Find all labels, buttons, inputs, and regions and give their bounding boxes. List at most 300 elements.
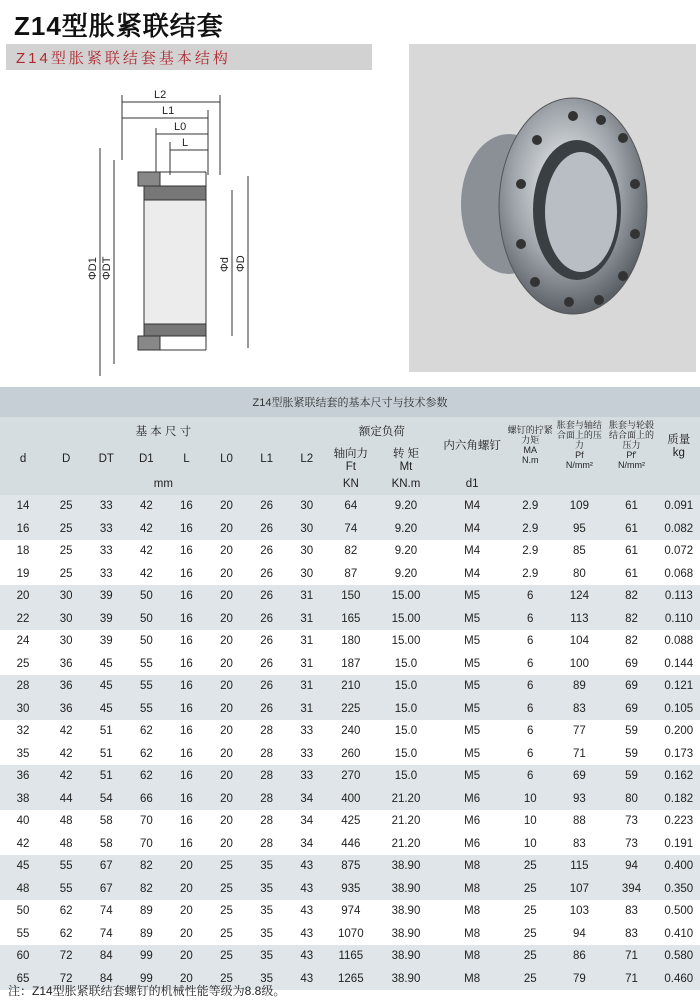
table-cell: 69 [553,765,605,788]
table-cell: 20 [166,878,206,901]
table-row [0,945,700,968]
table-cell: 0.088 [658,630,700,653]
table-row [0,878,700,901]
table-row [0,495,700,518]
table-cell: 55 [126,653,166,676]
table-cell: 42 [126,495,166,518]
table-cell: M8 [437,855,507,878]
table-cell: 42 [0,833,46,856]
table-cell: M5 [437,585,507,608]
table-cell: 25 [46,540,86,563]
table-cell: 16 [166,495,206,518]
table-cell: 10 [507,810,553,833]
table-cell: 25 [46,518,86,541]
col-pf: 胀套与轴结合面上的压力 Pf N/mm² [553,417,605,473]
unit-mm: mm [0,473,327,495]
table-cell: 38.90 [375,968,437,991]
table-cell: M5 [437,630,507,653]
table-cell: 0.223 [658,810,700,833]
table-cell: 20 [166,945,206,968]
table-cell: 89 [553,675,605,698]
table-cell: 43 [287,968,327,991]
table-cell: 14 [0,495,46,518]
col-d1: D1 [126,445,166,473]
table-cell: 20 [206,675,246,698]
table-cell: 73 [605,810,657,833]
table-cell: 16 [166,608,206,631]
dim-label-l0: L0 [174,121,187,133]
table-cell: M8 [437,878,507,901]
table-cell: 20 [206,788,246,811]
table-cell: 20 [206,653,246,676]
table-cell: 66 [126,788,166,811]
table-cell: 16 [166,585,206,608]
table-cell: 2.9 [507,540,553,563]
table-cell: 15.0 [375,675,437,698]
table-cell: 16 [166,653,206,676]
table-cell: 15.0 [375,765,437,788]
table-cell: 180 [327,630,375,653]
table-cell: M5 [437,653,507,676]
table-cell: M6 [437,833,507,856]
table-cell: 19 [0,563,46,586]
table-cell: 50 [126,585,166,608]
table-cell: 25 [206,900,246,923]
table-cell: 30 [287,495,327,518]
table-cell: 0.144 [658,653,700,676]
table-cell: 43 [287,878,327,901]
col-ma: 螺钉的拧紧力矩 MA N.m [507,417,553,473]
table-cell: 84 [86,945,126,968]
col-axial: 轴向力 Ft [327,445,375,473]
table-cell: 34 [287,810,327,833]
table-cell: 20 [206,540,246,563]
table-cell: 25 [206,968,246,991]
table-cell: 30 [287,518,327,541]
table-row [0,923,700,946]
table-cell: M5 [437,743,507,766]
table-cell: 26 [247,630,287,653]
table-cell: 0.173 [658,743,700,766]
col-l1: L1 [247,445,287,473]
table-cell: 93 [553,788,605,811]
table-cell: 15.00 [375,630,437,653]
table-cell: 99 [126,968,166,991]
table-cell: 20 [206,698,246,721]
table-cell: 6 [507,765,553,788]
table-cell: 6 [507,743,553,766]
table-cell: 36 [46,698,86,721]
table-cell: 935 [327,878,375,901]
table-cell: 15.0 [375,653,437,676]
table-cell: 50 [0,900,46,923]
table-cell: 77 [553,720,605,743]
table-cell: 0.350 [658,878,700,901]
table-row [0,585,700,608]
table-cell: 69 [605,653,657,676]
table-cell: 425 [327,810,375,833]
table-cell: M5 [437,765,507,788]
table-cell: 240 [327,720,375,743]
table-cell: 34 [287,833,327,856]
table-cell: 82 [126,878,166,901]
table-cell: 35 [247,945,287,968]
table-cell: 40 [0,810,46,833]
table-row [0,653,700,676]
table-cell: 58 [86,833,126,856]
table-cell: 43 [287,945,327,968]
table-cell: 100 [553,653,605,676]
table-cell: 35 [247,968,287,991]
table-cell: 54 [86,788,126,811]
table-cell: 0.410 [658,923,700,946]
table-cell: 62 [46,900,86,923]
table-cell: 67 [86,878,126,901]
table-cell: 26 [247,563,287,586]
table-cell: 260 [327,743,375,766]
col-torque: 转 矩 Mt [375,445,437,473]
col-d: d [0,445,46,473]
table-cell: 20 [206,518,246,541]
table-cell: 33 [86,495,126,518]
table-row [0,720,700,743]
table-row [0,765,700,788]
table-cell: 107 [553,878,605,901]
table-cell: 103 [553,900,605,923]
table-cell: 6 [507,585,553,608]
table-cell: 22 [0,608,46,631]
col-big-d: D [46,445,86,473]
table-cell: 42 [126,518,166,541]
table-row [0,855,700,878]
table-cell: 20 [206,495,246,518]
table-cell: 28 [247,720,287,743]
table-cell: 20 [206,765,246,788]
col-l0: L0 [206,445,246,473]
table-cell: 42 [46,720,86,743]
page-title: Z14型胀紧联结套 [14,11,224,41]
table-cell: 20 [206,563,246,586]
table-cell: 16 [166,788,206,811]
table-cell: 62 [46,923,86,946]
table-cell: 61 [605,540,657,563]
table-row [0,630,700,653]
table-row [0,608,700,631]
table-cell: 15.00 [375,608,437,631]
table-cell: 124 [553,585,605,608]
table-cell: 2.9 [507,495,553,518]
table-cell: M5 [437,698,507,721]
table-cell: 25 [507,878,553,901]
table-cell: 20 [206,585,246,608]
col-l2: L2 [287,445,327,473]
table-cell: 26 [247,653,287,676]
table-cell: 62 [126,743,166,766]
table-cell: 82 [605,608,657,631]
table-cell: 45 [86,653,126,676]
table-cell: 84 [86,968,126,991]
table-cell: 35 [247,878,287,901]
table-cell: 43 [287,855,327,878]
table-cell: 30 [46,585,86,608]
table-cell: 20 [206,833,246,856]
table-cell: 55 [126,675,166,698]
table-row [0,675,700,698]
dim-label-l2: L2 [154,89,167,101]
table-cell: 0.500 [658,900,700,923]
table-cell: 26 [247,698,287,721]
table-cell: 35 [0,743,46,766]
table-cell: 25 [206,923,246,946]
table-cell: 25 [507,923,553,946]
table-cell: 39 [86,630,126,653]
table-cell: 86 [553,945,605,968]
table-cell: 82 [605,585,657,608]
table-cell: 55 [46,855,86,878]
table-row [0,900,700,923]
table-cell: 6 [507,653,553,676]
table-cell: 9.20 [375,518,437,541]
table-cell: 36 [46,675,86,698]
table-cell: 31 [287,630,327,653]
table-cell: 38.90 [375,900,437,923]
table-cell: 73 [605,833,657,856]
table-cell: 38.90 [375,923,437,946]
table-cell: 43 [287,900,327,923]
table-cell: M8 [437,900,507,923]
table-cell: 150 [327,585,375,608]
table-cell: 20 [206,720,246,743]
group-load: 额定负荷 [327,417,437,445]
table-cell: M8 [437,945,507,968]
table-cell: 15.00 [375,585,437,608]
table-cell: M4 [437,495,507,518]
unit-knm: KN.m [375,473,437,495]
table-cell: M4 [437,540,507,563]
table-cell: 25 [46,563,86,586]
table-row [0,518,700,541]
table-cell: 48 [46,833,86,856]
table-cell: 1265 [327,968,375,991]
table-cell: 59 [605,743,657,766]
table-cell: 1070 [327,923,375,946]
table-cell: 16 [166,630,206,653]
table-cell: 9.20 [375,540,437,563]
table-cell: 109 [553,495,605,518]
table-cell: 446 [327,833,375,856]
table-cell: 30 [46,630,86,653]
unit-d1: d1 [437,473,507,495]
table-cell: 82 [327,540,375,563]
table-cell: 6 [507,720,553,743]
table-cell: M8 [437,968,507,991]
table-cell: 69 [605,698,657,721]
table-cell: 45 [86,675,126,698]
table-cell: 26 [247,675,287,698]
table-cell: 45 [0,855,46,878]
dim-label-big-d: ΦD [235,255,247,272]
table-cell: M5 [437,675,507,698]
table-cell: 62 [126,765,166,788]
table-cell: 33 [86,563,126,586]
table-cell: 99 [126,945,166,968]
table-cell: 0.082 [658,518,700,541]
table-cell: 25 [507,945,553,968]
table-cell: 28 [247,833,287,856]
group-dimensions: 基 本 尺 寸 [0,417,327,445]
table-cell: 0.072 [658,540,700,563]
table-body [0,495,700,990]
table-cell: 60 [0,945,46,968]
table-cell: 2.9 [507,518,553,541]
table-cell: 0.068 [658,563,700,586]
table-cell: 26 [247,608,287,631]
table-cell: 25 [0,653,46,676]
table-cell: 10 [507,833,553,856]
table-cell: 38.90 [375,855,437,878]
table-cell: M8 [437,923,507,946]
table-cell: 55 [0,923,46,946]
table-cell: 28 [247,810,287,833]
table-cell: 16 [166,675,206,698]
table-cell: 26 [247,585,287,608]
table-cell: 35 [247,855,287,878]
table-cell: 15.0 [375,743,437,766]
table-cell: 20 [206,810,246,833]
table-cell: 48 [46,810,86,833]
table-cell: 225 [327,698,375,721]
table-cell: 115 [553,855,605,878]
table-cell: 83 [553,833,605,856]
col-pf2: 胀套与轮毂结合面上的压力 Pf' N/mm² [605,417,657,473]
table-cell: 42 [126,563,166,586]
footnote: 注：Z14型胀紧联结套螺钉的机械性能等级为8.8级。 [8,984,286,998]
table-cell: 42 [46,743,86,766]
table-cell: 28 [247,765,287,788]
table-cell: 26 [247,518,287,541]
table-cell: 31 [287,585,327,608]
table-row [0,788,700,811]
table-cell: 270 [327,765,375,788]
table-cell: 94 [605,855,657,878]
table-cell: 89 [126,900,166,923]
table-cell: 88 [553,810,605,833]
table-row [0,810,700,833]
table-cell: 43 [287,923,327,946]
table-cell: 31 [287,653,327,676]
col-mass: 质量 kg [658,417,700,473]
table-cell: 400 [327,788,375,811]
table-cell: 31 [287,698,327,721]
col-bolt: 内六角螺钉 [437,417,507,473]
table-cell: 62 [126,720,166,743]
table-cell: M5 [437,720,507,743]
table-cell: 42 [126,540,166,563]
table-cell: 6 [507,608,553,631]
table-cell: 16 [166,540,206,563]
table-cell: 25 [206,878,246,901]
dim-label-d: Φd [219,257,231,272]
table-cell: 70 [126,833,166,856]
table-cell: 6 [507,630,553,653]
table-cell: 16 [0,518,46,541]
table-cell: 0.091 [658,495,700,518]
table-cell: 0.580 [658,945,700,968]
unit-kn: KN [327,473,375,495]
table-cell: 10 [507,788,553,811]
table-cell: 59 [605,765,657,788]
table-cell: 187 [327,653,375,676]
table-cell: M6 [437,788,507,811]
table-cell: 974 [327,900,375,923]
table-cell: 67 [86,855,126,878]
table-cell: 71 [553,743,605,766]
table-cell: 16 [166,698,206,721]
table-cell: 31 [287,608,327,631]
table-cell: 0.110 [658,608,700,631]
table-cell: M5 [437,608,507,631]
table-cell: 104 [553,630,605,653]
table-cell: 6 [507,675,553,698]
table-cell: 83 [605,900,657,923]
table-cell: 65 [0,968,46,991]
table-cell: 24 [0,630,46,653]
table-cell: 74 [327,518,375,541]
table-cell: 0.105 [658,698,700,721]
table-cell: 51 [86,743,126,766]
table-cell: 394 [605,878,657,901]
table-cell: 51 [86,720,126,743]
table-row [0,540,700,563]
table-cell: 64 [327,495,375,518]
table-cell: 16 [166,743,206,766]
table-cell: 45 [86,698,126,721]
table-cell: 9.20 [375,563,437,586]
table-cell: 25 [507,855,553,878]
table-cell: 33 [86,540,126,563]
table-caption: Z14型胀紧联结套的基本尺寸与技术参数 [0,387,700,417]
table-cell: 61 [605,563,657,586]
table-cell: 31 [287,675,327,698]
table-cell: 25 [206,945,246,968]
dim-label-dt: ΦDT [101,256,113,280]
table-cell: 38.90 [375,945,437,968]
table-cell: 0.113 [658,585,700,608]
table-cell: 33 [287,743,327,766]
table-cell: 113 [553,608,605,631]
table-cell: 2.9 [507,563,553,586]
table-cell: 25 [46,495,86,518]
dim-label-l: L [182,137,189,149]
table-cell: 30 [287,563,327,586]
table-cell: 16 [166,765,206,788]
table-cell: 33 [287,765,327,788]
table-cell: 20 [206,630,246,653]
table-cell: 38 [0,788,46,811]
table-row [0,563,700,586]
table-cell: 25 [507,968,553,991]
table-cell: 16 [166,810,206,833]
table-cell: 80 [553,563,605,586]
table-cell: 36 [46,653,86,676]
table-cell: 39 [86,608,126,631]
table-cell: 9.20 [375,495,437,518]
table-cell: 18 [0,540,46,563]
table-cell: 36 [0,765,46,788]
table-cell: 20 [166,855,206,878]
table-cell: 16 [166,833,206,856]
table-cell: 21.20 [375,810,437,833]
